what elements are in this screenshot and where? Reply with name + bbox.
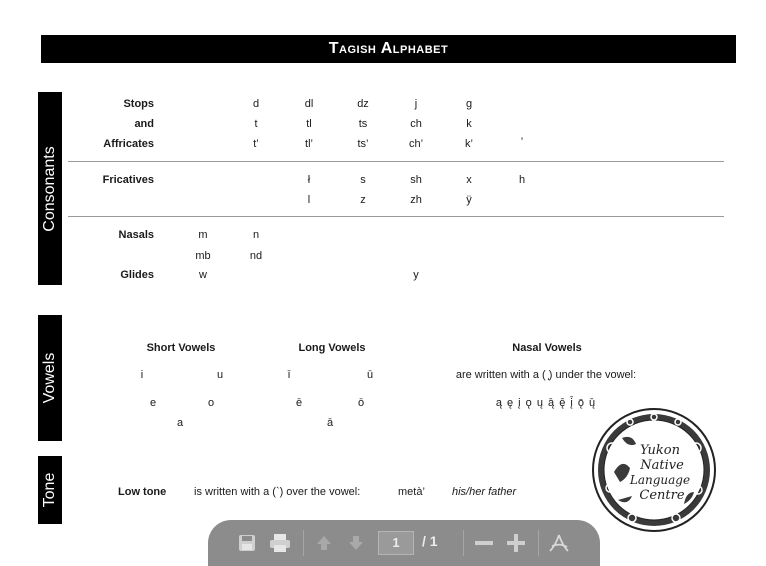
- vowel: ā: [326, 417, 334, 429]
- letter: ÿ: [466, 194, 472, 206]
- divider: [68, 161, 724, 162]
- title-bar: [41, 35, 736, 63]
- letter: z: [360, 194, 366, 206]
- nasal-vowels-header: Nasal Vowels: [512, 342, 582, 354]
- section-label-vowels: [38, 315, 62, 441]
- long-vowels-header: Long Vowels: [298, 342, 366, 354]
- vowel: ī: [287, 369, 291, 381]
- letter: ch’: [408, 138, 424, 150]
- nasals-label: Nasals: [118, 229, 154, 241]
- print-icon[interactable]: [269, 532, 291, 554]
- letter: mb: [195, 250, 211, 262]
- letter: w: [199, 269, 207, 281]
- affricates-label: Affricates: [103, 138, 154, 150]
- stops-label: Stops: [123, 98, 154, 110]
- previous-page-icon[interactable]: [313, 532, 335, 554]
- vowel: e: [149, 397, 157, 409]
- tone-rule: is written with a (`) over the vowel:: [194, 486, 361, 498]
- seal-line-2: Native: [640, 458, 684, 473]
- letter: l: [307, 194, 311, 206]
- nasal-vowel-examples: ą ę į ǫ ų ą̄ ę̄ į̄ ǭ ų̄: [495, 397, 597, 409]
- and-label: and: [134, 118, 154, 130]
- section-label-consonants: [38, 92, 62, 285]
- low-tone-label: Low tone: [118, 486, 167, 498]
- zoom-out-icon[interactable]: [473, 532, 495, 554]
- tone-label: Tone: [41, 472, 58, 508]
- vowel: ō: [357, 397, 365, 409]
- letter: ch: [410, 118, 422, 130]
- letter: n: [252, 229, 260, 241]
- toolbar-separator: [538, 530, 539, 556]
- letter: nd: [249, 250, 263, 262]
- zoom-in-icon[interactable]: [505, 532, 527, 554]
- toolbar-separator: [463, 530, 464, 556]
- seal-line-1: Yukon: [640, 443, 680, 458]
- seal-line-3: Language: [629, 473, 691, 487]
- vowels-label: Vowels: [41, 352, 58, 404]
- letter: k’: [465, 138, 473, 150]
- next-page-icon[interactable]: [345, 532, 367, 554]
- letter: g: [465, 98, 473, 110]
- letter: tl’: [305, 138, 313, 150]
- letter: ts: [358, 118, 368, 130]
- vowel: u: [216, 369, 224, 381]
- letter: ł: [307, 174, 311, 186]
- divider: [68, 216, 724, 217]
- save-icon[interactable]: [236, 532, 258, 554]
- letter: x: [466, 174, 472, 186]
- seal-line-4: Centre: [639, 488, 685, 503]
- vowel: ē: [295, 397, 303, 409]
- vowel: ū: [366, 369, 374, 381]
- section-label-tone: [38, 456, 62, 524]
- yukon-native-language-centre-logo: [592, 408, 716, 532]
- letter: t’: [253, 138, 259, 150]
- vowel: i: [140, 369, 144, 381]
- letter: j: [414, 98, 418, 110]
- letter: dz: [357, 98, 369, 110]
- letter: k: [466, 118, 472, 130]
- letter: sh: [410, 174, 422, 186]
- letter: d: [252, 98, 260, 110]
- letter: h: [518, 174, 526, 186]
- fricatives-label: Fricatives: [102, 174, 154, 186]
- letter: zh: [410, 194, 422, 206]
- tone-example: metà’: [398, 486, 425, 498]
- vowel: o: [207, 397, 215, 409]
- consonants-label: Consonants: [41, 145, 58, 232]
- page-total: / 1: [422, 533, 438, 549]
- letter: y: [413, 269, 419, 281]
- letter: dl: [304, 98, 314, 110]
- letter: tl: [306, 118, 312, 130]
- page-number-input[interactable]: 1: [378, 531, 414, 555]
- toolbar-separator: [303, 530, 304, 556]
- glides-label: Glides: [120, 269, 154, 281]
- tone-translation: his/her father: [452, 486, 517, 498]
- letter: t: [254, 118, 258, 130]
- letter: s: [360, 174, 366, 186]
- short-vowels-header: Short Vowels: [146, 342, 216, 354]
- page-title: Tagish Alphabet: [328, 40, 449, 57]
- nasal-vowel-note: are written with a ( ̨) under the vowel:: [455, 369, 637, 381]
- letter: ts’: [357, 138, 369, 150]
- letter: m: [198, 229, 208, 241]
- vowel: a: [176, 417, 184, 429]
- letter: ’: [520, 136, 524, 148]
- pdf-toolbar: [208, 520, 600, 566]
- acrobat-icon[interactable]: [548, 532, 570, 554]
